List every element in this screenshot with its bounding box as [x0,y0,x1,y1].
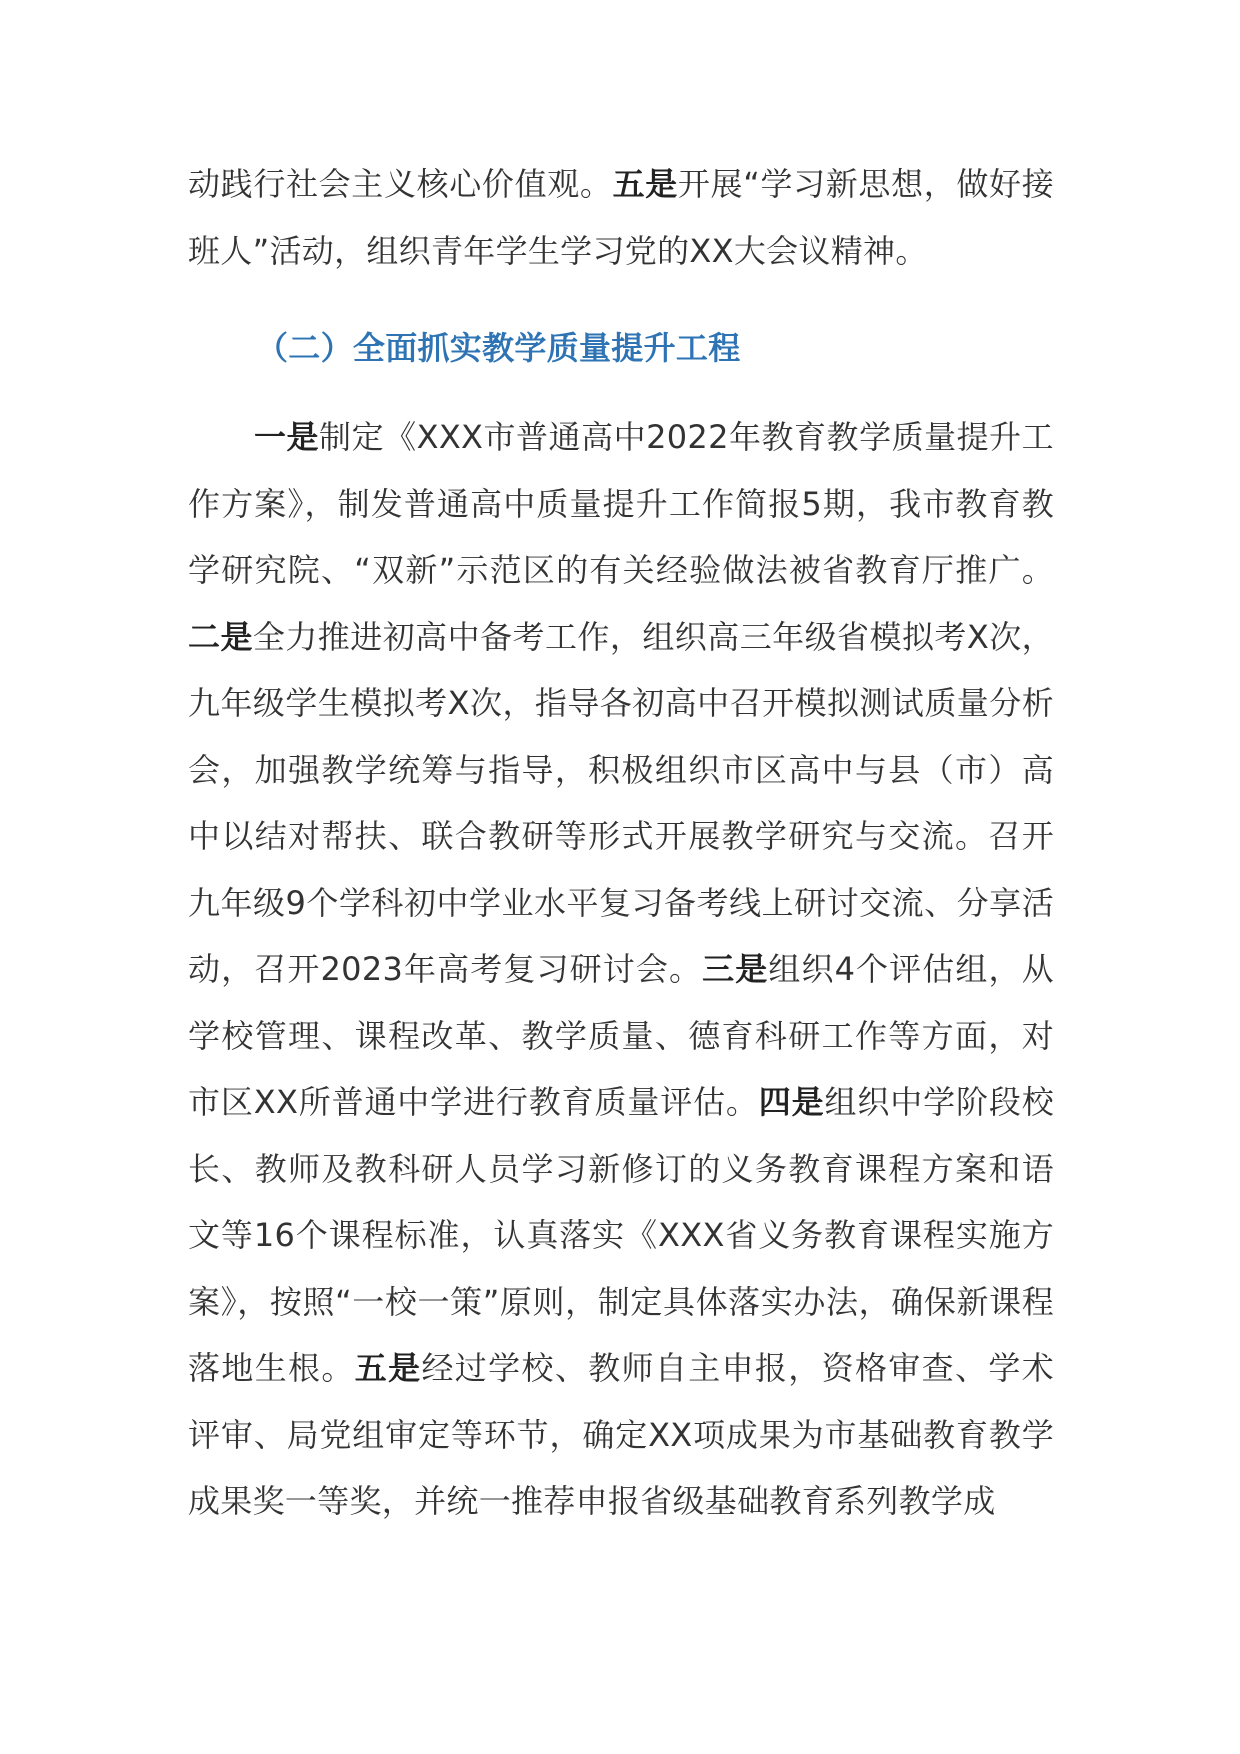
paragraph-2 [188,404,1054,1535]
text-run: 开展“学习新思想，做好接班人”活动，组织青年学生学习党的XX大会议精神。 [188,165,1055,270]
bold-keyword-wushi: 五是 [354,1349,422,1387]
bold-keyword-ershi: 二是 [188,617,253,656]
text-run: 组织中学阶段校长、教师及教科研人员学习新修订的义务教育课程方案和语文等16个课程标准，认真落实《XXX省义务教育课程实施方案》，按照“一校一策”原则，制定具体落实办法，确保新课程落地生根。 [188,1083,1054,1387]
text-run: 经过学校、教师自主申报，资格审查、学术评审、局党组审定等环节，确定XX项成果为市基础教育教学成果奖一等奖，并统一推荐申报省级基础教育系列教学成 [188,1349,1054,1520]
section-heading: （二）全面抓实教学质量提升工程 [256,329,741,367]
text-run: 动践行社会主义核心价值观。 [188,165,613,203]
bold-keyword-sishi: 四是 [758,1083,825,1121]
text-run: 组织4个评估组，从学校管理、课程改革、教学质量、德育科研工作等方面，对市区XX所普通中学进行教育质量评估。 [188,950,1054,1121]
bold-keyword-sanshi: 三是 [702,950,769,988]
text-run: 全力推进初高中备考工作，组织高三年级省模拟考X次，九年级学生模拟考X次，指导各初高中召开模拟测试质量分析会，加强教学统筹与指导，积极组织市区高中与县（市）高中以结对帮扶、联合教研等形式开展教学研究与交流。召开九年级9个学科初中学业水平复习备考线上研讨交流、分享活动，召开2023年高考复习研讨会。 [188,617,1054,988]
paragraph-1 [188,151,1054,284]
bold-keyword-wushi: 五是 [612,165,678,203]
text-run: 制定《XXX市普通高中2022年教育教学质量提升工作方案》，制发普通高中质量提升工作简报5期，我市教育教学研究院、“双新”示范区的有关经验做法被省教育厅推广。 [188,418,1054,589]
bold-keyword-yishi: 一是 [254,418,320,456]
